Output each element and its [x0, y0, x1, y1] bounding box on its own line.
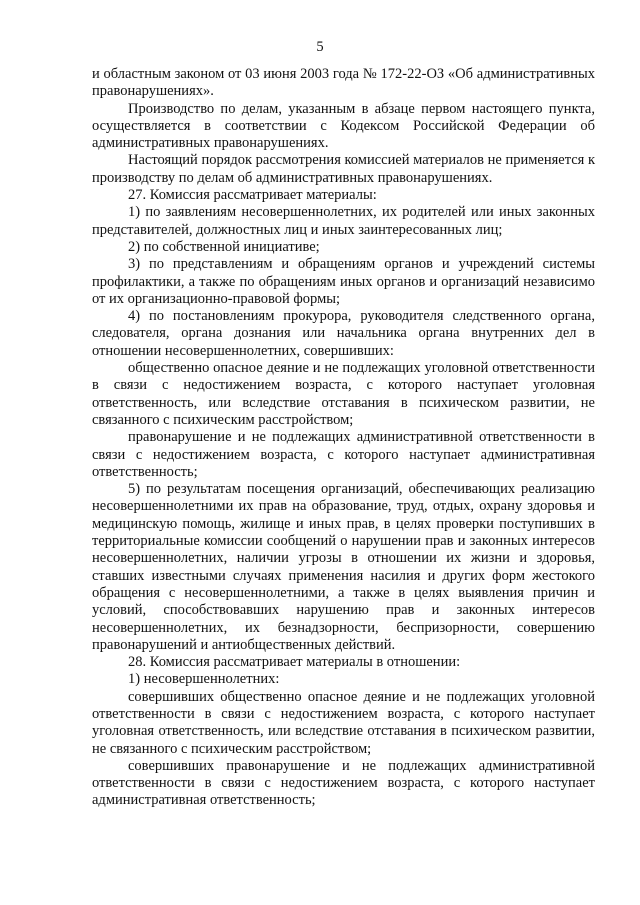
paragraph: Настоящий порядок рассмотрения комиссией материалов не применяется к производству по делам об административных правонарушениях.	[92, 152, 595, 186]
paragraph: совершивших правонарушение и не подлежащих административной ответственности в связи с недостижением возраста, с которого наступает административная ответственность;	[92, 757, 595, 809]
paragraph: 27. Комиссия рассматривает материалы:	[128, 187, 377, 204]
document-body	[92, 66, 595, 810]
paragraph: 28. Комиссия рассматривает материалы в отношении:	[128, 654, 461, 671]
paragraph: общественно опасное деяние и не подлежащих уголовной ответственности в связи с недостижением возраста, с которого наступает уголовная ответственность, или вследствие отставания в психическом развитии, не связанного с психическим расстройством;	[92, 360, 595, 428]
paragraph: 5) по результатам посещения организаций, обеспечивающих реализацию несовершеннолетними их прав на образование, труд, отдых, охрану здоровья и медицинскую помощь, жилище и иных прав, в целях проверки поступивших в территориальные комиссии сообщений о нарушении прав и законных интересов несовершеннолетних, наличии угрозы в отношении их жизни и здоровья, ставших известными случаях применения насилия и других форм жестокого обращения с несовершеннолетними, а также в целях выявления причин и условий, способствовавших нарушению прав и законных интересов несовершеннолетних, их безнадзорности, беспризорности, совершению правонарушений и антиобщественных действий.	[92, 481, 595, 653]
paragraph: и областным законом от 03 июня 2003 года № 172-22-ОЗ «Об административных правонарушениях».	[92, 66, 595, 100]
paragraph: совершивших общественно опасное деяние и не подлежащих уголовной ответственности в связи с недостижением возраста, с которого наступает уголовная ответственность, или вследствие отставания в психическом развитии, не связанного с психическим расстройством;	[92, 688, 595, 757]
paragraph: 4) по постановлениям прокурора, руководителя следственного органа, следователя, органа дознания или начальника органа внутренних дел в отношении несовершеннолетних, совершивших:	[92, 308, 595, 359]
paragraph: 1) несовершеннолетних:	[128, 671, 280, 688]
paragraph: правонарушение и не подлежащих административной ответственности в связи с недостижением возраста, с которого наступает административная ответственность;	[92, 429, 595, 480]
paragraph: Производство по делам, указанным в абзаце первом настоящего пункта, осуществляется в соответствии с Кодексом Российской Федерации об административных правонарушениях.	[92, 100, 595, 152]
paragraph: 1) по заявлениям несовершеннолетних, их родителей или иных законных представителей, должностных лиц и иных заинтересованных лиц;	[92, 204, 595, 238]
page-number: 5	[316, 39, 324, 55]
paragraph: 3) по представлениям и обращениям органов и учреждений системы профилактики, а также по обращениям иных органов и организаций независимо от их организационно-правовой формы;	[92, 256, 595, 307]
paragraph: 2) по собственной инициативе;	[128, 238, 320, 255]
